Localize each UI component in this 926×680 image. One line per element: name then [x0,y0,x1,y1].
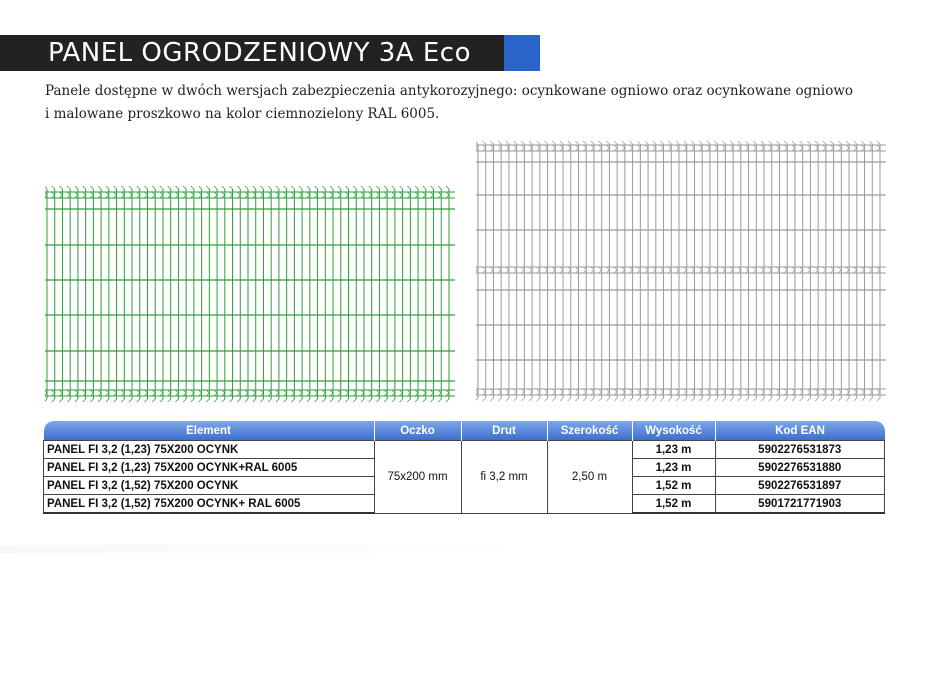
cell-oczko: 75x200 mm [374,441,461,514]
description-line-2: i malowane proszkowo na kolor ciemnozielony RAL 6005. [45,106,440,122]
header-element: Element [44,421,375,441]
galvanized-panel-image [476,140,888,402]
cell-ean: 5902276531897 [715,477,885,495]
table-header-row [44,421,885,441]
header-ean: Kod EAN [715,421,885,441]
title-bar [0,35,540,71]
description-line-1: Panele dostępne w dwóch wersjach zabezpieczenia antykorozyjnego: ocynkowane ogniowo oraz ocynkowane ogniowo [45,83,854,99]
header-drut: Drut [461,421,547,441]
header-wysokosc: Wysokość [632,421,715,441]
cell-wysokosc: 1,52 m [632,477,715,495]
cell-element: PANEL FI 3,2 (1,23) 75X200 OCYNK+RAL 6005 [44,459,375,477]
cell-ean: 5901721771903 [715,495,885,514]
cell-wysokosc: 1,52 m [632,495,715,514]
product-table [43,421,885,514]
cell-szerokosc: 2,50 m [547,441,632,514]
cell-wysokosc: 1,23 m [632,441,715,459]
title-accent-block [504,35,540,71]
cell-drut: fi 3,2 mm [461,441,547,514]
cell-ean: 5902276531880 [715,459,885,477]
table-row [44,441,885,459]
cell-wysokosc: 1,23 m [632,459,715,477]
page-title: PANEL OGRODZENIOWY 3A Eco [48,38,471,68]
cell-element: PANEL FI 3,2 (1,52) 75X200 OCYNK [44,477,375,495]
description [45,80,865,126]
header-szerokosc: Szerokość [547,421,632,441]
cell-element: PANEL FI 3,2 (1,52) 75X200 OCYNK+ RAL 6005 [44,495,375,514]
cell-element: PANEL FI 3,2 (1,23) 75X200 OCYNK [44,441,375,459]
product-table-wrapper [43,421,885,514]
green-panel-image [45,185,457,403]
cell-ean: 5902276531873 [715,441,885,459]
header-oczko: Oczko [374,421,461,441]
bottom-shadow [0,545,540,553]
